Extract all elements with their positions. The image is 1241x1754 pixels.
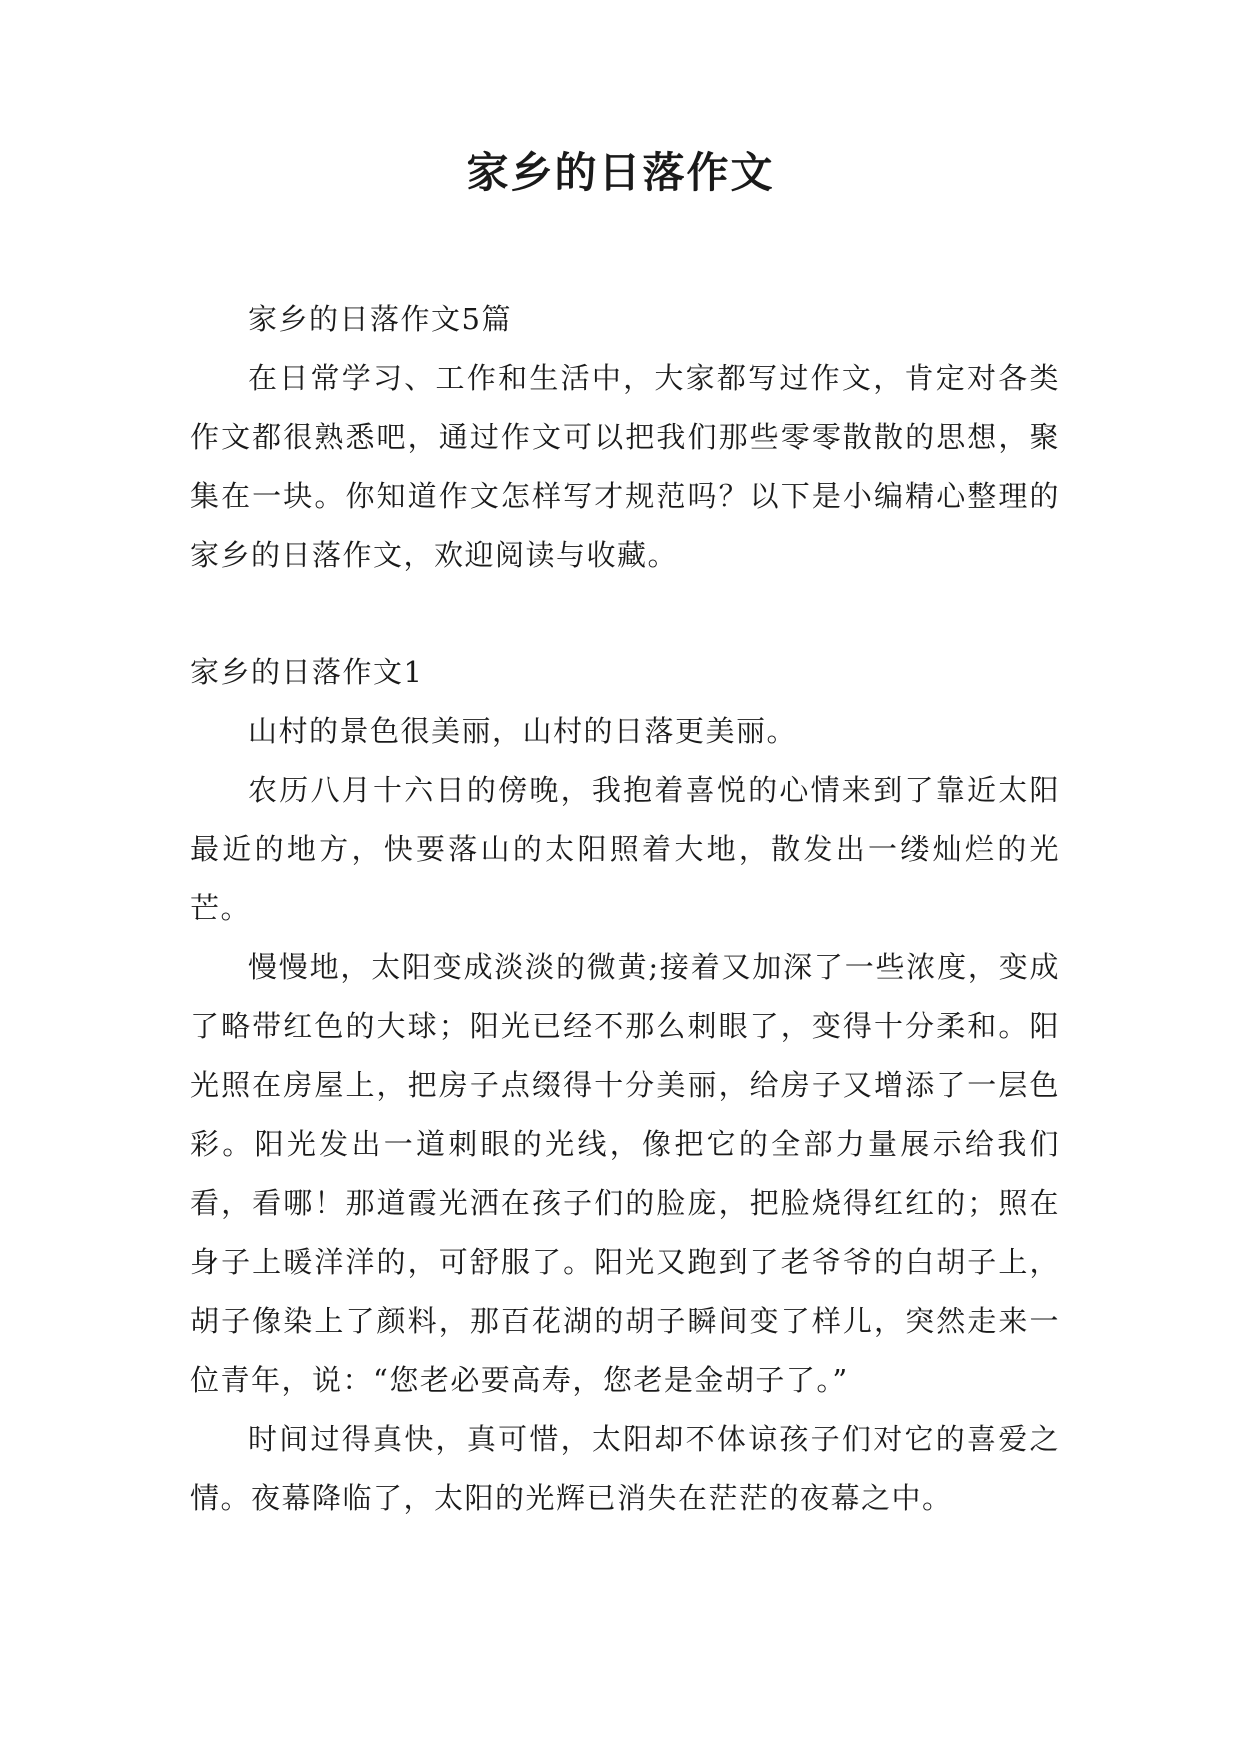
body-paragraph: 山村的景色很美丽，山村的日落更美丽。: [248, 714, 798, 748]
section-spacer: [190, 585, 1060, 643]
subtitle-paragraph: 家乡的日落作文5篇: [248, 302, 512, 336]
section-heading: 家乡的日落作文1: [190, 655, 424, 689]
document-body: [190, 290, 1060, 1528]
body-paragraph: 时间过得真快，真可惜，太阳却不体谅孩子们对它的喜爱之情。夜幕降临了，太阳的光辉已消失在茫茫的夜幕之中。: [190, 1422, 1060, 1515]
document-title: 家乡的日落作文: [466, 148, 775, 197]
body-paragraph: 农历八月十六日的傍晚，我抱着喜悦的心情来到了靠近太阳最近的地方，快要落山的太阳照着大地，散发出一缕灿烂的光芒。: [190, 773, 1060, 925]
body-paragraph: 慢慢地，太阳变成淡淡的微黄;接着又加深了一些浓度，变成了略带红色的大球；阳光已经不那么刺眼了，变得十分柔和。阳光照在房屋上，把房子点缀得十分美丽，给房子又增添了一层色彩。阳光发出一道刺眼的光线，像把它的全部力量展示给我们看，看哪！那道霞光洒在孩子们的脸庞，把脸烧得红红的；照在身子上暖洋洋的，可舒服了。阳光又跑到了老爷爷的白胡子上，胡子像染上了颜料，那百花湖的胡子瞬间变了样儿，突然走来一位青年，说：“您老必要高寿，您老是金胡子了。”: [190, 950, 1060, 1397]
intro-paragraph: 在日常学习、工作和生活中，大家都写过作文，肯定对各类作文都很熟悉吧，通过作文可以把我们那些零零散散的思想，聚集在一块。你知道作文怎样写才规范吗？以下是小编精心整理的家乡的日落作文，欢迎阅读与收藏。: [190, 361, 1060, 572]
